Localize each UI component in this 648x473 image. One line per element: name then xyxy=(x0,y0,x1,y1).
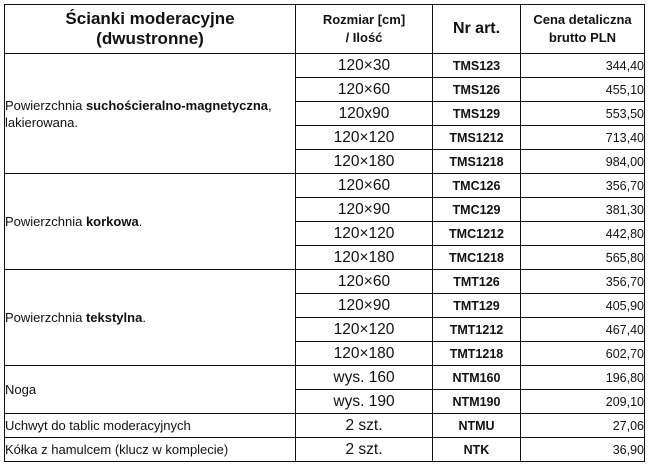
size-cell: 120×90 xyxy=(296,198,433,222)
price-cell: 405,90 xyxy=(521,294,645,318)
price-cell: 713,40 xyxy=(521,126,645,150)
price-cell: 381,30 xyxy=(521,198,645,222)
article-code-cell: NTM160 xyxy=(433,366,521,390)
description-text: Uchwyt do tablic moderacyjnych xyxy=(5,418,191,433)
description-emphasis: tekstylna xyxy=(85,310,143,325)
size-cell: 120×120 xyxy=(296,318,433,342)
article-code-cell: TMS123 xyxy=(433,54,521,78)
description-text: Powierzchnia xyxy=(5,310,86,325)
description-emphasis: suchościeralno-magnetyczna xyxy=(85,97,268,113)
price-cell: 467,40 xyxy=(521,318,645,342)
description-emphasis: korkowa xyxy=(85,214,139,229)
article-code-cell: NTM190 xyxy=(433,390,521,414)
price-cell: 442,80 xyxy=(521,222,645,246)
product-description xyxy=(5,366,296,414)
product-description xyxy=(5,174,296,270)
size-cell: 120×60 xyxy=(296,174,433,198)
price-cell: 553,50 xyxy=(521,102,645,126)
size-cell: 120×120 xyxy=(296,126,433,150)
header-row xyxy=(5,5,645,54)
size-cell: 2 szt. xyxy=(296,414,433,438)
table-row xyxy=(5,174,645,198)
table-row xyxy=(5,366,645,390)
price-table xyxy=(4,4,645,462)
size-cell: 120×90 xyxy=(296,294,433,318)
size-cell: 120×180 xyxy=(296,342,433,366)
size-cell: 120×30 xyxy=(296,54,433,78)
article-code-cell: TMS126 xyxy=(433,78,521,102)
price-cell: 565,80 xyxy=(521,246,645,270)
description-text: Powierzchnia xyxy=(5,97,86,113)
article-code-cell: TMS1212 xyxy=(433,126,521,150)
price-cell: 356,70 xyxy=(521,174,645,198)
description-text: Noga xyxy=(5,382,37,397)
price-cell: 36,90 xyxy=(521,438,645,462)
article-code-cell: TMC126 xyxy=(433,174,521,198)
price-cell: 984,00 xyxy=(521,150,645,174)
description-text: Kółka z hamulcem (klucz w komplecie) xyxy=(5,442,229,457)
size-cell: wys. 160 xyxy=(296,366,433,390)
article-code-cell: TMC1218 xyxy=(433,246,521,270)
price-cell: 602,70 xyxy=(521,342,645,366)
price-cell: 455,10 xyxy=(521,78,645,102)
price-cell: 344,40 xyxy=(521,54,645,78)
price-cell: 196,80 xyxy=(521,366,645,390)
description-suffix: . xyxy=(138,214,143,229)
table-row xyxy=(5,414,645,438)
article-code-cell: TMS1218 xyxy=(433,150,521,174)
size-cell: 120×180 xyxy=(296,150,433,174)
article-code-cell: TMT1218 xyxy=(433,342,521,366)
table-row xyxy=(5,438,645,462)
product-description xyxy=(5,438,296,462)
header-size: Rozmiar [cm] / Ilość xyxy=(296,5,433,54)
size-cell: 120x90 xyxy=(296,102,433,126)
price-cell: 209,10 xyxy=(521,390,645,414)
price-cell: 27,06 xyxy=(521,414,645,438)
description-suffix: , lakierowana. xyxy=(5,97,272,130)
product-description xyxy=(5,270,296,366)
article-code-cell: NTK xyxy=(433,438,521,462)
size-cell: 2 szt. xyxy=(296,438,433,462)
product-description xyxy=(5,54,296,174)
article-code-cell: TMT129 xyxy=(433,294,521,318)
header-price: Cena detaliczna brutto PLN xyxy=(521,5,645,54)
size-cell: 120×120 xyxy=(296,222,433,246)
size-cell: 120×180 xyxy=(296,246,433,270)
article-code-cell: NTMU xyxy=(433,414,521,438)
article-code-cell: TMT126 xyxy=(433,270,521,294)
article-code-cell: TMC1212 xyxy=(433,222,521,246)
product-description xyxy=(5,414,296,438)
header-article: Nr art. xyxy=(433,5,521,54)
size-cell: 120×60 xyxy=(296,78,433,102)
header-product: Ścianki moderacyjne (dwustronne) xyxy=(5,5,296,54)
article-code-cell: TMS129 xyxy=(433,102,521,126)
description-suffix: . xyxy=(142,310,146,325)
price-cell: 356,70 xyxy=(521,270,645,294)
table-row xyxy=(5,54,645,78)
description-text: Powierzchnia xyxy=(5,214,86,229)
article-code-cell: TMC129 xyxy=(433,198,521,222)
table-body xyxy=(5,54,645,462)
size-cell: wys. 190 xyxy=(296,390,433,414)
article-code-cell: TMT1212 xyxy=(433,318,521,342)
size-cell: 120×60 xyxy=(296,270,433,294)
table-row xyxy=(5,270,645,294)
